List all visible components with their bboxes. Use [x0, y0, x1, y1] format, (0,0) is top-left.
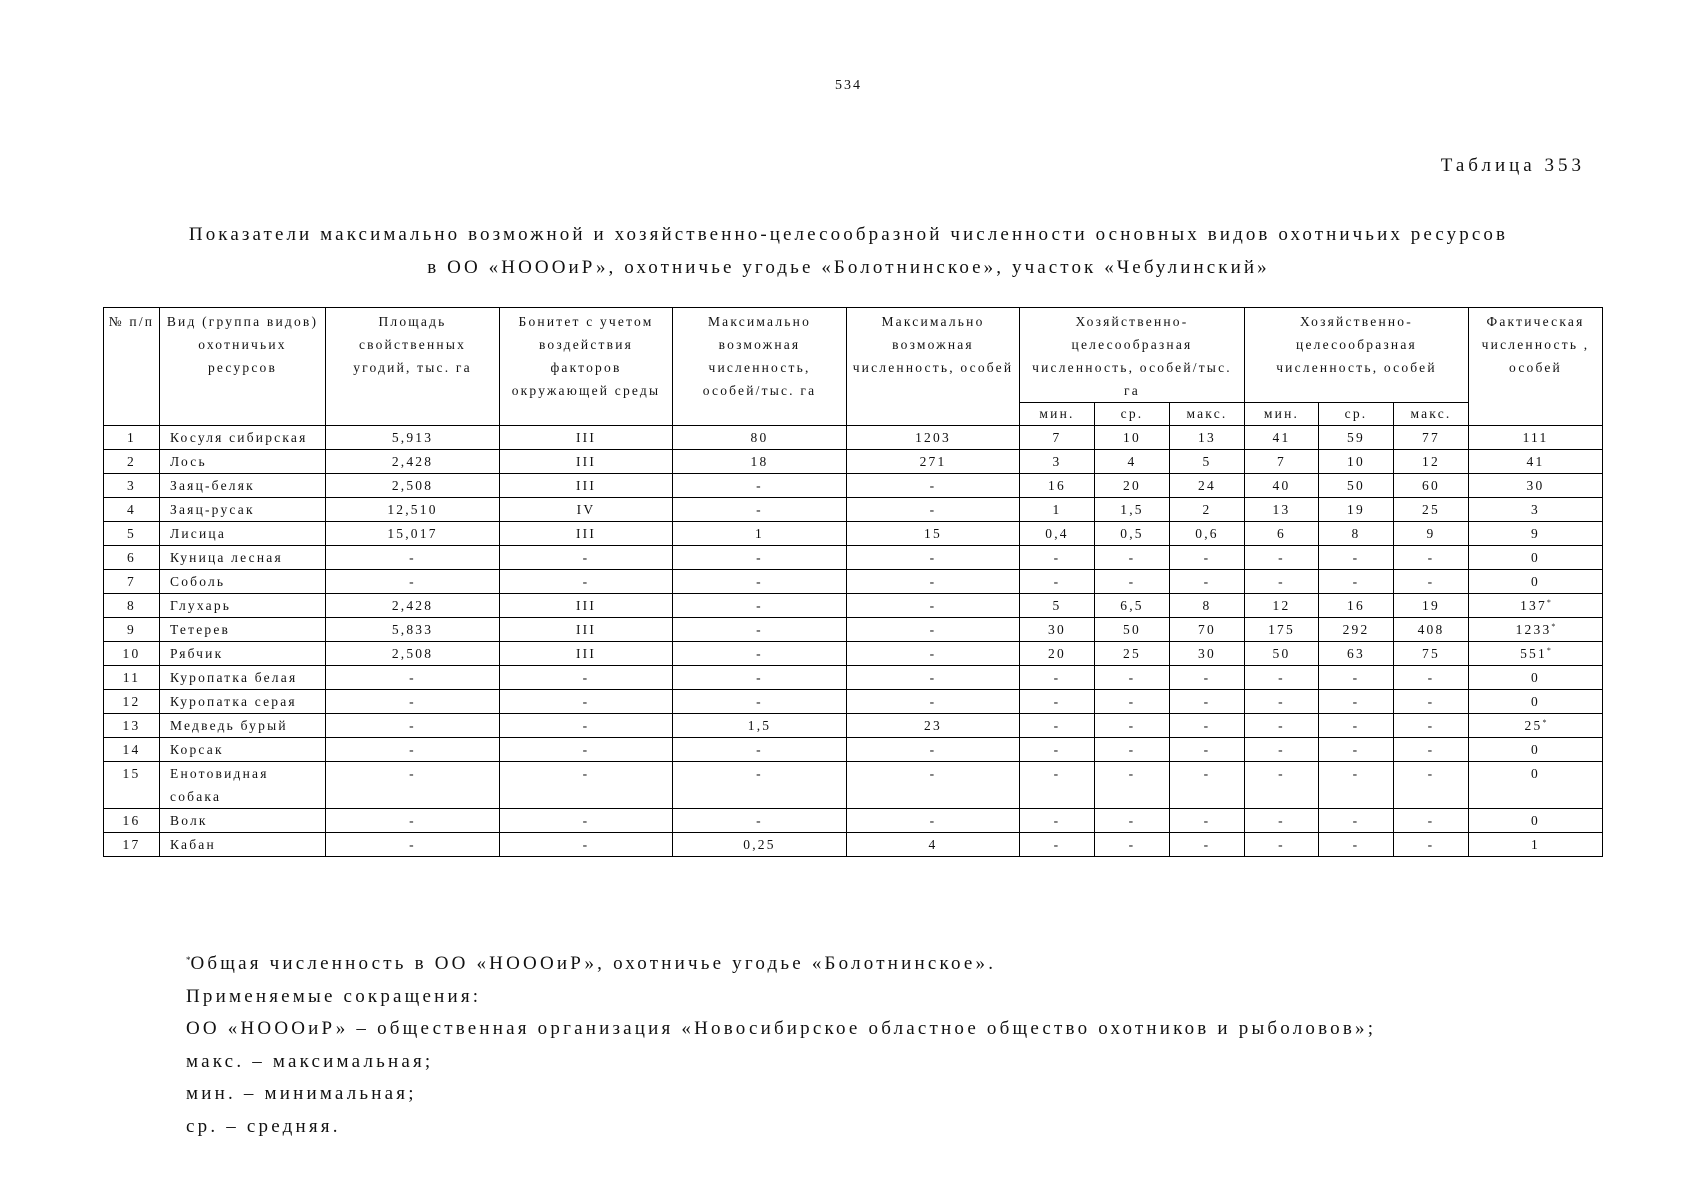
subheader-density-avg: ср.: [1095, 403, 1170, 426]
cell-count-min: 175: [1245, 618, 1319, 642]
actual-value: 1: [1531, 837, 1540, 852]
cell-actual: [1469, 833, 1603, 857]
header-max-density: Максимально возможная численность, особей/тыс. га: [673, 308, 847, 426]
cell-density-max: -: [1170, 690, 1245, 714]
cell-density-min: -: [1020, 714, 1095, 738]
cell-num: 12: [104, 690, 160, 714]
cell-species: Лось: [160, 450, 326, 474]
cell-actual: [1469, 690, 1603, 714]
cell-num: 10: [104, 642, 160, 666]
cell-density-min: -: [1020, 738, 1095, 762]
cell-density-max: -: [1170, 666, 1245, 690]
cell-count-min: -: [1245, 809, 1319, 833]
cell-species: Куропатка серая: [160, 690, 326, 714]
footnote-marker: *: [1551, 622, 1556, 631]
cell-density-max: 70: [1170, 618, 1245, 642]
cell-bonitet: III: [500, 450, 673, 474]
cell-max-count: -: [847, 594, 1020, 618]
cell-actual: [1469, 522, 1603, 546]
table-row: [104, 474, 1603, 498]
cell-count-min: 7: [1245, 450, 1319, 474]
cell-bonitet: -: [500, 690, 673, 714]
cell-num: 11: [104, 666, 160, 690]
table-row: [104, 426, 1603, 450]
cell-density-max: -: [1170, 714, 1245, 738]
footnote-marker: *: [1542, 718, 1547, 727]
cell-count-min: -: [1245, 833, 1319, 857]
cell-count-max: -: [1394, 714, 1469, 738]
table-row: [104, 594, 1603, 618]
actual-value: 0: [1531, 694, 1540, 709]
subheader-count-avg: ср.: [1319, 403, 1394, 426]
cell-density-avg: 50: [1095, 618, 1170, 642]
actual-value: 0: [1531, 742, 1540, 757]
header-num: № п/п: [104, 308, 160, 426]
cell-count-max: 77: [1394, 426, 1469, 450]
cell-max-count: -: [847, 690, 1020, 714]
cell-density-avg: -: [1095, 809, 1170, 833]
cell-density-max: 8: [1170, 594, 1245, 618]
header-species: Вид (группа видов) охотничьих ресурсов: [160, 308, 326, 426]
cell-actual: [1469, 809, 1603, 833]
cell-density-avg: -: [1095, 762, 1170, 809]
cell-density-avg: 0,5: [1095, 522, 1170, 546]
cell-density-max: 5: [1170, 450, 1245, 474]
cell-density-min: -: [1020, 833, 1095, 857]
cell-count-max: -: [1394, 666, 1469, 690]
cell-density-min: 7: [1020, 426, 1095, 450]
actual-value: 25: [1524, 718, 1543, 733]
abbreviations-title: Применяемые сокращения:: [186, 985, 482, 1007]
cell-density-avg: -: [1095, 570, 1170, 594]
actual-value: 9: [1531, 526, 1540, 541]
cell-density-min: -: [1020, 546, 1095, 570]
actual-value: 0: [1531, 766, 1540, 781]
cell-density-min: 3: [1020, 450, 1095, 474]
cell-species: Рябчик: [160, 642, 326, 666]
population-table: [103, 307, 1603, 857]
cell-count-min: -: [1245, 690, 1319, 714]
cell-count-min: 6: [1245, 522, 1319, 546]
cell-count-avg: 292: [1319, 618, 1394, 642]
cell-count-min: -: [1245, 666, 1319, 690]
cell-max-density: -: [673, 570, 847, 594]
cell-density-min: 1: [1020, 498, 1095, 522]
cell-bonitet: -: [500, 738, 673, 762]
cell-num: 2: [104, 450, 160, 474]
cell-count-avg: -: [1319, 762, 1394, 809]
header-area: Площадь свойственных угодий, тыс. га: [326, 308, 500, 426]
cell-bonitet: III: [500, 594, 673, 618]
cell-area: 2,508: [326, 474, 500, 498]
cell-species: Енотовидная собака: [160, 762, 326, 809]
cell-count-min: 13: [1245, 498, 1319, 522]
cell-max-density: -: [673, 618, 847, 642]
header-actual: Фактическая численность , особей: [1469, 308, 1603, 426]
cell-species: Лисица: [160, 522, 326, 546]
cell-density-min: -: [1020, 690, 1095, 714]
cell-num: 4: [104, 498, 160, 522]
cell-count-min: -: [1245, 762, 1319, 809]
cell-actual: [1469, 474, 1603, 498]
cell-max-density: -: [673, 474, 847, 498]
cell-count-max: -: [1394, 833, 1469, 857]
cell-area: 5,833: [326, 618, 500, 642]
cell-bonitet: III: [500, 426, 673, 450]
cell-max-density: 0,25: [673, 833, 847, 857]
actual-value: 111: [1522, 430, 1549, 445]
cell-max-count: -: [847, 570, 1020, 594]
actual-value: 1233: [1515, 622, 1552, 637]
cell-species: Соболь: [160, 570, 326, 594]
cell-count-max: 12: [1394, 450, 1469, 474]
cell-count-max: 408: [1394, 618, 1469, 642]
cell-area: 2,428: [326, 450, 500, 474]
cell-num: 16: [104, 809, 160, 833]
cell-max-density: -: [673, 642, 847, 666]
abbreviation-line: мин. – минимальная;: [186, 1083, 417, 1104]
cell-density-max: 2: [1170, 498, 1245, 522]
cell-max-count: -: [847, 762, 1020, 809]
cell-num: 1: [104, 426, 160, 450]
cell-count-max: -: [1394, 738, 1469, 762]
cell-actual: [1469, 642, 1603, 666]
table-row: [104, 642, 1603, 666]
cell-max-density: -: [673, 762, 847, 809]
table-row: [104, 690, 1603, 714]
cell-area: -: [326, 570, 500, 594]
actual-value: 0: [1531, 574, 1540, 589]
cell-count-min: 12: [1245, 594, 1319, 618]
actual-value: 551: [1520, 646, 1547, 661]
header-econ-density: Хозяйственно-целесообразная численность, особей/тыс. га: [1020, 308, 1245, 403]
cell-count-avg: -: [1319, 690, 1394, 714]
subheader-density-max: макс.: [1170, 403, 1245, 426]
table-body: [104, 426, 1603, 857]
star-footnote: [186, 948, 1376, 981]
subheader-density-min: мин.: [1020, 403, 1095, 426]
cell-bonitet: -: [500, 570, 673, 594]
cell-area: 5,913: [326, 426, 500, 450]
abbreviation-line: ср. – средняя.: [186, 1115, 341, 1137]
cell-count-max: -: [1394, 546, 1469, 570]
cell-bonitet: III: [500, 618, 673, 642]
actual-value: 3: [1531, 502, 1540, 517]
cell-density-avg: -: [1095, 738, 1170, 762]
cell-max-density: -: [673, 498, 847, 522]
cell-num: 6: [104, 546, 160, 570]
cell-density-min: -: [1020, 666, 1095, 690]
cell-count-min: -: [1245, 546, 1319, 570]
cell-count-avg: -: [1319, 714, 1394, 738]
cell-max-density: -: [673, 690, 847, 714]
cell-num: 17: [104, 833, 160, 857]
cell-count-max: 60: [1394, 474, 1469, 498]
table-row: [104, 762, 1603, 809]
cell-actual: [1469, 594, 1603, 618]
table-row: [104, 522, 1603, 546]
cell-area: -: [326, 762, 500, 809]
cell-max-count: -: [847, 474, 1020, 498]
cell-num: 9: [104, 618, 160, 642]
title-line-1: Показатели максимально возможной и хозяйственно-целесообразной численности основных видов охотничьих ресурсов: [188, 224, 1509, 245]
cell-count-avg: 10: [1319, 450, 1394, 474]
cell-count-avg: -: [1319, 666, 1394, 690]
cell-density-min: 30: [1020, 618, 1095, 642]
page-number: 534: [835, 78, 862, 93]
cell-density-avg: -: [1095, 714, 1170, 738]
cell-count-avg: 8: [1319, 522, 1394, 546]
cell-bonitet: III: [500, 642, 673, 666]
cell-species: Куница лесная: [160, 546, 326, 570]
cell-count-max: 75: [1394, 642, 1469, 666]
cell-density-avg: -: [1095, 546, 1170, 570]
cell-max-density: 1,5: [673, 714, 847, 738]
cell-max-density: 1: [673, 522, 847, 546]
cell-actual: [1469, 666, 1603, 690]
table-row: [104, 809, 1603, 833]
cell-count-max: 25: [1394, 498, 1469, 522]
cell-bonitet: III: [500, 522, 673, 546]
table-row: [104, 666, 1603, 690]
cell-density-avg: -: [1095, 666, 1170, 690]
cell-density-avg: 10: [1095, 426, 1170, 450]
cell-area: 2,428: [326, 594, 500, 618]
cell-bonitet: -: [500, 762, 673, 809]
cell-max-count: -: [847, 546, 1020, 570]
cell-count-max: 9: [1394, 522, 1469, 546]
cell-area: -: [326, 833, 500, 857]
cell-species: Медведь бурый: [160, 714, 326, 738]
cell-density-avg: -: [1095, 833, 1170, 857]
table-title: [100, 218, 1597, 284]
cell-count-min: -: [1245, 714, 1319, 738]
star-footnote-text: Общая численность в ОО «НОООиР», охотничье угодье «Болотнинское».: [190, 953, 997, 974]
cell-max-density: -: [673, 666, 847, 690]
actual-value: 0: [1531, 670, 1540, 685]
cell-species: Глухарь: [160, 594, 326, 618]
cell-area: 15,017: [326, 522, 500, 546]
cell-density-min: -: [1020, 570, 1095, 594]
cell-max-count: 271: [847, 450, 1020, 474]
cell-max-count: -: [847, 666, 1020, 690]
subheader-count-min: мин.: [1245, 403, 1319, 426]
cell-num: 7: [104, 570, 160, 594]
abbreviation-line: ОО «НОООиР» – общественная организация «Новосибирское областное общество охотников и рыболовов»;: [186, 1018, 1377, 1039]
cell-num: 3: [104, 474, 160, 498]
cell-count-avg: 63: [1319, 642, 1394, 666]
cell-density-min: 0,4: [1020, 522, 1095, 546]
cell-num: 8: [104, 594, 160, 618]
cell-count-min: 40: [1245, 474, 1319, 498]
cell-num: 15: [104, 762, 160, 809]
cell-count-avg: -: [1319, 570, 1394, 594]
cell-area: -: [326, 714, 500, 738]
cell-density-max: -: [1170, 833, 1245, 857]
cell-count-avg: -: [1319, 833, 1394, 857]
cell-area: -: [326, 690, 500, 714]
cell-actual: [1469, 618, 1603, 642]
header-bonitet: Бонитет с учетом воздействия факторов окружающей среды: [500, 308, 673, 426]
cell-actual: [1469, 498, 1603, 522]
header-econ-count: Хозяйственно-целесообразная численность, особей: [1245, 308, 1469, 403]
footnote-star-mark: *: [186, 955, 191, 965]
table-label: Таблица 353: [1440, 155, 1585, 176]
cell-max-count: 4: [847, 833, 1020, 857]
cell-max-count: -: [847, 809, 1020, 833]
cell-count-avg: -: [1319, 546, 1394, 570]
cell-max-count: -: [847, 642, 1020, 666]
cell-max-density: 18: [673, 450, 847, 474]
cell-max-density: -: [673, 546, 847, 570]
cell-max-count: 15: [847, 522, 1020, 546]
cell-species: Корсак: [160, 738, 326, 762]
cell-num: 14: [104, 738, 160, 762]
cell-actual: [1469, 762, 1603, 809]
cell-count-avg: 16: [1319, 594, 1394, 618]
cell-species: Косуля сибирская: [160, 426, 326, 450]
table-row: [104, 570, 1603, 594]
actual-value: 0: [1531, 550, 1540, 565]
cell-max-count: -: [847, 738, 1020, 762]
cell-count-max: 19: [1394, 594, 1469, 618]
cell-bonitet: -: [500, 546, 673, 570]
cell-num: 5: [104, 522, 160, 546]
cell-species: Волк: [160, 809, 326, 833]
cell-count-min: -: [1245, 738, 1319, 762]
footnote-marker: *: [1546, 646, 1551, 655]
cell-actual: [1469, 546, 1603, 570]
cell-species: Куропатка белая: [160, 666, 326, 690]
cell-density-avg: 6,5: [1095, 594, 1170, 618]
table-row: [104, 498, 1603, 522]
cell-max-density: -: [673, 809, 847, 833]
cell-actual: [1469, 450, 1603, 474]
cell-area: -: [326, 666, 500, 690]
footnote-marker: *: [1546, 598, 1551, 607]
table-row: [104, 546, 1603, 570]
cell-density-avg: 25: [1095, 642, 1170, 666]
actual-value: 41: [1526, 454, 1545, 469]
cell-area: -: [326, 809, 500, 833]
table-row: [104, 833, 1603, 857]
cell-max-count: -: [847, 498, 1020, 522]
cell-count-max: -: [1394, 690, 1469, 714]
cell-density-max: -: [1170, 546, 1245, 570]
cell-count-min: 50: [1245, 642, 1319, 666]
actual-value: 30: [1526, 478, 1545, 493]
cell-max-count: 23: [847, 714, 1020, 738]
cell-density-avg: 1,5: [1095, 498, 1170, 522]
cell-density-avg: 4: [1095, 450, 1170, 474]
cell-area: -: [326, 738, 500, 762]
cell-species: Заяц-беляк: [160, 474, 326, 498]
table-row: [104, 714, 1603, 738]
cell-actual: [1469, 426, 1603, 450]
cell-density-max: 13: [1170, 426, 1245, 450]
cell-count-max: -: [1394, 762, 1469, 809]
cell-max-density: -: [673, 738, 847, 762]
cell-density-max: -: [1170, 738, 1245, 762]
cell-density-min: 20: [1020, 642, 1095, 666]
cell-area: -: [326, 546, 500, 570]
cell-count-avg: -: [1319, 738, 1394, 762]
cell-count-max: -: [1394, 570, 1469, 594]
cell-count-min: 41: [1245, 426, 1319, 450]
cell-count-avg: 59: [1319, 426, 1394, 450]
cell-density-avg: 20: [1095, 474, 1170, 498]
cell-bonitet: -: [500, 809, 673, 833]
cell-species: Кабан: [160, 833, 326, 857]
cell-density-max: -: [1170, 570, 1245, 594]
cell-count-max: -: [1394, 809, 1469, 833]
table-row: [104, 738, 1603, 762]
actual-value: 137: [1520, 598, 1547, 613]
abbreviation-line: макс. – максимальная;: [186, 1050, 434, 1072]
actual-value: 0: [1531, 813, 1540, 828]
table-row: [104, 450, 1603, 474]
cell-density-min: 5: [1020, 594, 1095, 618]
cell-count-avg: -: [1319, 809, 1394, 833]
cell-area: 12,510: [326, 498, 500, 522]
table-row: [104, 618, 1603, 642]
cell-count-avg: 19: [1319, 498, 1394, 522]
cell-max-density: 80: [673, 426, 847, 450]
cell-max-count: -: [847, 618, 1020, 642]
cell-max-density: -: [673, 594, 847, 618]
cell-actual: [1469, 738, 1603, 762]
cell-density-max: -: [1170, 762, 1245, 809]
cell-bonitet: -: [500, 666, 673, 690]
header-max-count: Максимально возможная численность, особей: [847, 308, 1020, 426]
cell-bonitet: -: [500, 833, 673, 857]
cell-num: 13: [104, 714, 160, 738]
cell-density-min: -: [1020, 762, 1095, 809]
cell-bonitet: -: [500, 714, 673, 738]
cell-species: Тетерев: [160, 618, 326, 642]
title-line-2: в ОО «НОООиР», охотничье угодье «Болотнинское», участок «Чебулинский»: [427, 257, 1270, 278]
cell-density-min: -: [1020, 809, 1095, 833]
cell-max-count: 1203: [847, 426, 1020, 450]
cell-actual: [1469, 570, 1603, 594]
subheader-count-max: макс.: [1394, 403, 1469, 426]
footnotes: [186, 948, 1376, 1143]
cell-species: Заяц-русак: [160, 498, 326, 522]
cell-count-avg: 50: [1319, 474, 1394, 498]
cell-density-max: -: [1170, 809, 1245, 833]
cell-bonitet: III: [500, 474, 673, 498]
cell-density-avg: -: [1095, 690, 1170, 714]
cell-density-max: 24: [1170, 474, 1245, 498]
cell-density-min: 16: [1020, 474, 1095, 498]
cell-actual: [1469, 714, 1603, 738]
cell-density-max: 30: [1170, 642, 1245, 666]
cell-area: 2,508: [326, 642, 500, 666]
cell-density-max: 0,6: [1170, 522, 1245, 546]
cell-bonitet: IV: [500, 498, 673, 522]
cell-count-min: -: [1245, 570, 1319, 594]
